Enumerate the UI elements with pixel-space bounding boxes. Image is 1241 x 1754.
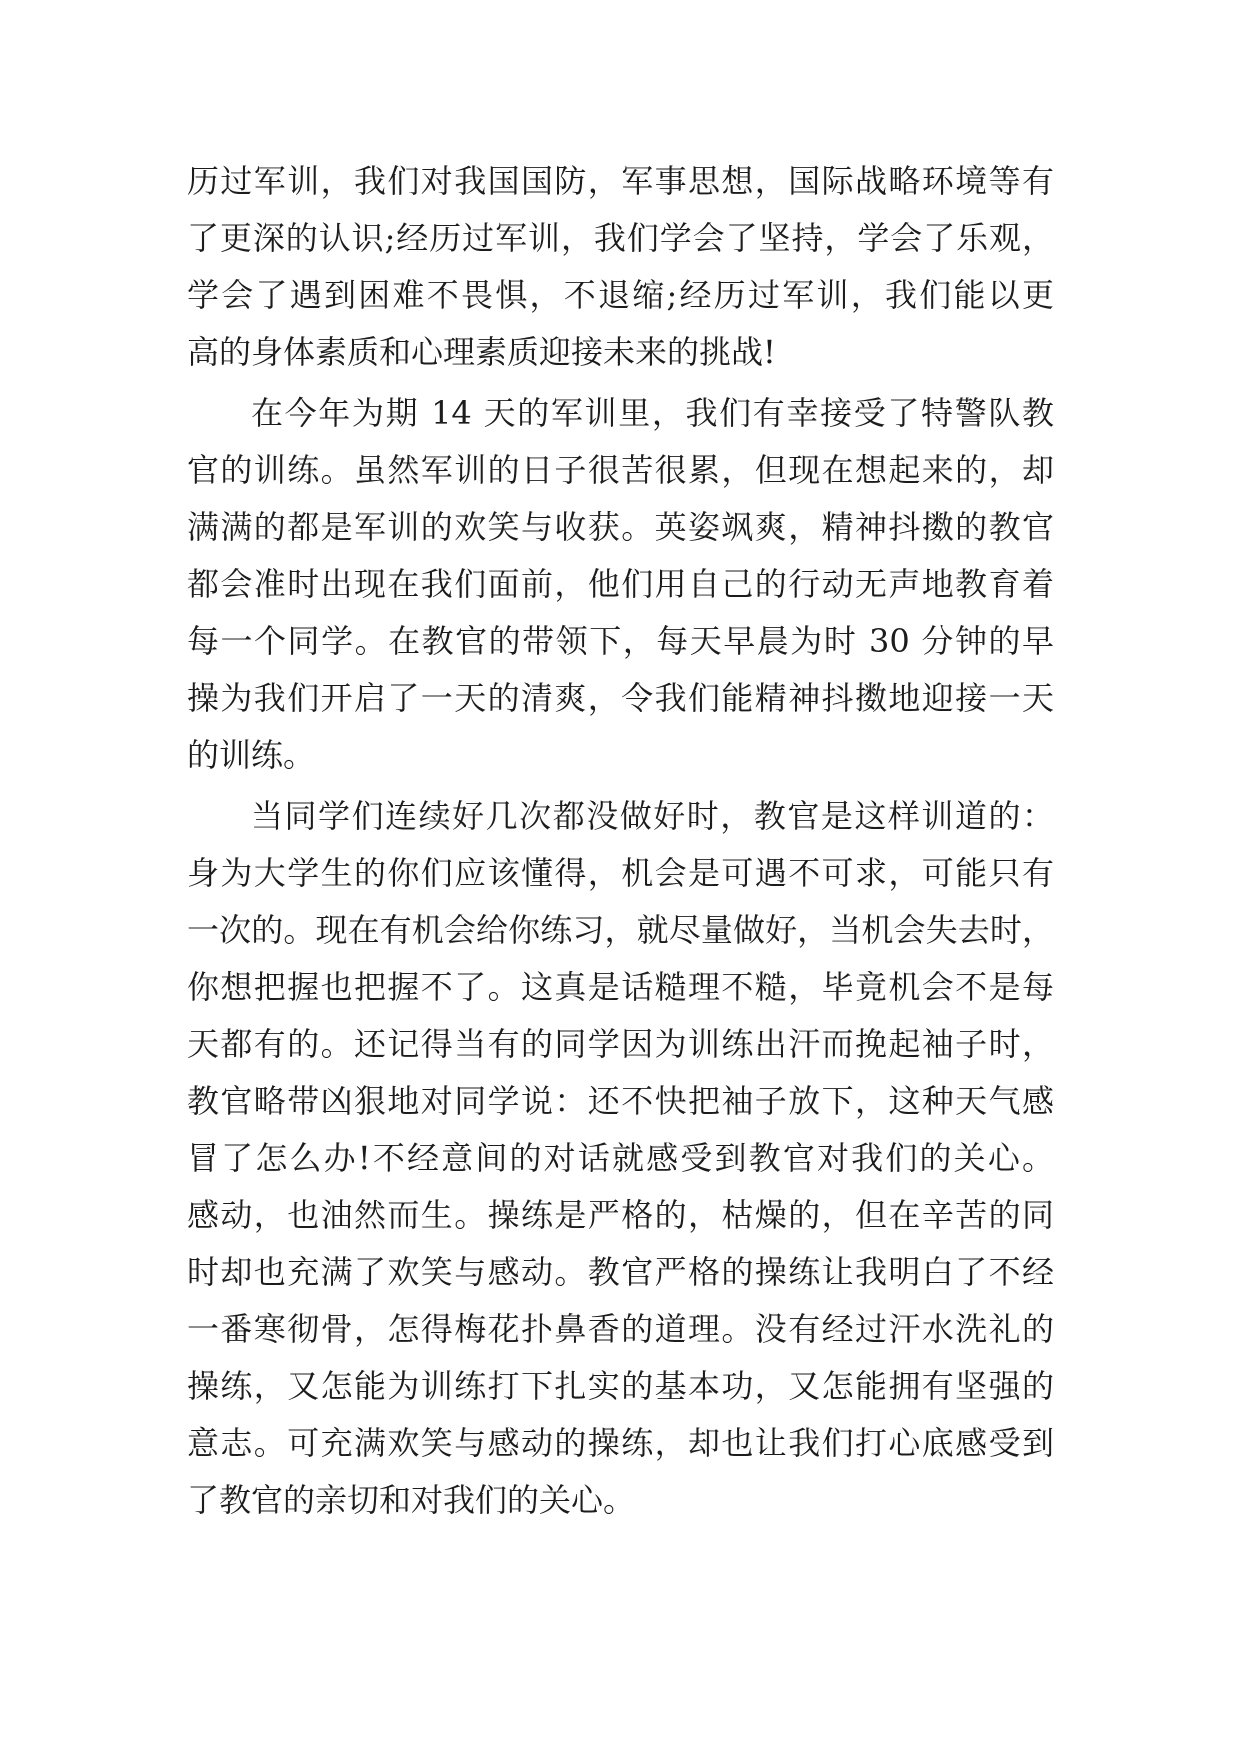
document-body bbox=[187, 153, 1054, 1529]
paragraph bbox=[187, 788, 1054, 1529]
text-line: 了教官的亲切和对我们的关心。 bbox=[187, 1481, 636, 1519]
text-line: 操练，又怎能为训练打下扎实的基本功，又怎能拥有坚强的 bbox=[187, 1367, 1054, 1405]
text-line: 意志。可充满欢笑与感动的操练，却也让我们打心底感受到 bbox=[187, 1424, 1054, 1462]
paragraph bbox=[187, 385, 1054, 784]
text-line: 在今年为期 14 天的军训里，我们有幸接受了特警队教 bbox=[251, 394, 1054, 432]
text-line: 天都有的。还记得当有的同学因为训练出汗而挽起袖子时， bbox=[187, 1025, 1054, 1063]
text-line: 每一个同学。在教官的带领下，每天早晨为时 30 分钟的早 bbox=[187, 622, 1054, 660]
text-line: 感动，也油然而生。操练是严格的，枯燥的，但在辛苦的同 bbox=[187, 1196, 1054, 1234]
text-line: 的训练。 bbox=[187, 736, 316, 774]
text-line: 教官略带凶狠地对同学说：还不快把袖子放下，这种天气感 bbox=[187, 1082, 1054, 1120]
text-line: 历过军训，我们对我国国防，军事思想，国际战略环境等有 bbox=[187, 162, 1054, 200]
text-line: 时却也充满了欢笑与感动。教官严格的操练让我明白了不经 bbox=[187, 1253, 1054, 1291]
text-line: 当同学们连续好几次都没做好时，教官是这样训道的： bbox=[251, 797, 1054, 835]
text-line: 学会了遇到困难不畏惧，不退缩;经历过军训，我们能以更 bbox=[187, 276, 1054, 314]
text-line: 一番寒彻骨，怎得梅花扑鼻香的道理。没有经过汗水洗礼的 bbox=[187, 1310, 1054, 1348]
text-line: 身为大学生的你们应该懂得，机会是可遇不可求，可能只有 bbox=[187, 854, 1054, 892]
text-line: 官的训练。虽然军训的日子很苦很累，但现在想起来的，却 bbox=[187, 451, 1054, 489]
text-line: 冒了怎么办!不经意间的对话就感受到教官对我们的关心。 bbox=[187, 1139, 1054, 1177]
text-line: 操为我们开启了一天的清爽，令我们能精神抖擞地迎接一天 bbox=[187, 679, 1054, 717]
text-line: 高的身体素质和心理素质迎接未来的挑战! bbox=[187, 333, 776, 371]
text-line: 满满的都是军训的欢笑与收获。英姿飒爽，精神抖擞的教官 bbox=[187, 508, 1054, 546]
text-line: 你想把握也把握不了。这真是话糙理不糙，毕竟机会不是每 bbox=[187, 968, 1054, 1006]
text-line: 了更深的认识;经历过军训，我们学会了坚持，学会了乐观， bbox=[187, 219, 1054, 257]
text-line: 都会准时出现在我们面前，他们用自己的行动无声地教育着 bbox=[187, 565, 1054, 603]
text-line: 一次的。现在有机会给你练习，就尽量做好，当机会失去时， bbox=[187, 911, 1054, 949]
paragraph bbox=[187, 153, 1054, 381]
